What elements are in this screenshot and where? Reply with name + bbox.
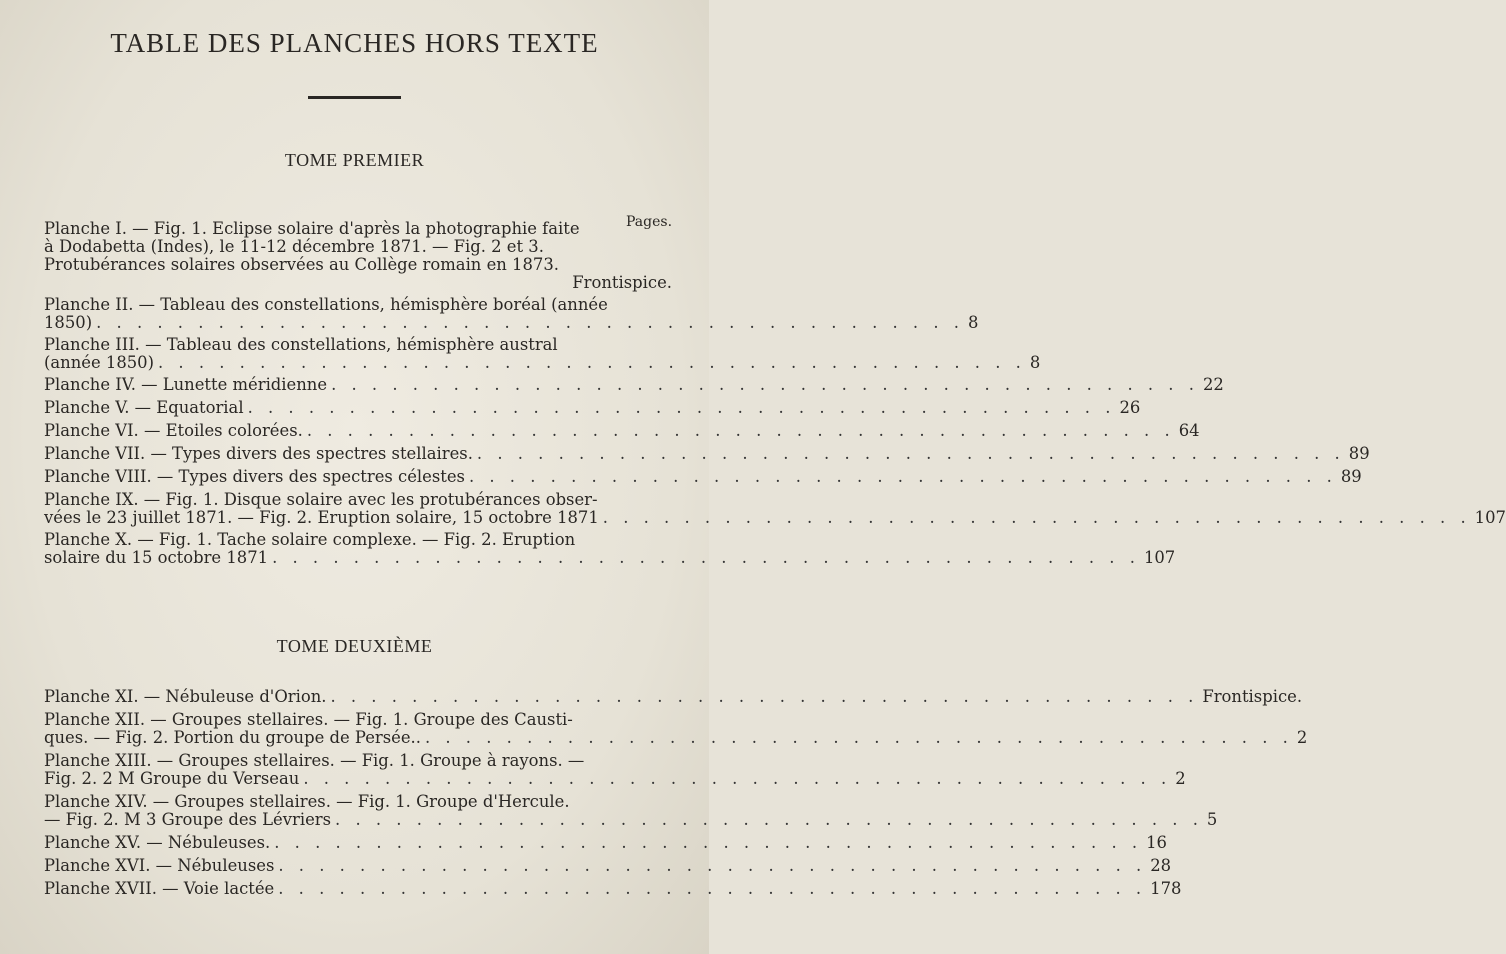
entry-label: Planche XVII. — Voie lactée — [44, 879, 275, 898]
entry-page-number: 22 — [1202, 375, 1224, 394]
entry-label: Planche VII. — Types divers des spectres stellaires. — [44, 444, 473, 463]
entry-label: 1850) — [44, 313, 93, 332]
dot-leader: . . . . . . . . . . . . . . . . . . . . . . . . . . . . . . . . . . . . . . . . . . . — [335, 810, 1203, 829]
entry-label: ques. — Fig. 2. Portion du groupe de Persée.. — [44, 728, 421, 747]
entry-page-number: 107 — [1474, 508, 1506, 527]
plate-entry — [44, 833, 1167, 852]
dot-leader: . . . . . . . . . . . . . . . . . . . . . . . . . . . . . . . . . . . . . . . . . . . — [476, 444, 1345, 463]
tome1-entry-list — [44, 219, 1506, 571]
plate-entry — [44, 490, 1506, 527]
entry-label: (année 1850) — [44, 353, 154, 372]
tome2-entry-list — [44, 687, 1308, 903]
pages-column-label: Pages. — [626, 214, 673, 230]
plate-entry — [44, 856, 1172, 875]
dot-leader: . . . . . . . . . . . . . . . . . . . . . . . . . . . . . . . . . . . . . . . . . . . — [330, 687, 1199, 706]
dot-leader: . . . . . . . . . . . . . . . . . . . . . . . . . . . . . . . . . . . . . . . . . . . — [274, 833, 1143, 852]
dot-leader: . . . . . . . . . . . . . . . . . . . . . . . . . . . . . . . . . . . . . . . . . . . — [158, 353, 1026, 372]
dot-leader: . . . . . . . . . . . . . . . . . . . . . . . . . . . . . . . . . . . . . . . . . . . — [272, 548, 1140, 567]
entry-text: Planche XII. — Groupes stellaires. — Fig. 1. Groupe des Causti- — [44, 710, 573, 729]
entry-page-number: 107 — [1143, 548, 1176, 567]
entry-label: vées le 23 juillet 1871. — Fig. 2. Eruption solaire, 15 octobre 1871 — [44, 508, 599, 527]
entry-page-number: 89 — [1348, 444, 1370, 463]
plate-entry — [44, 220, 672, 292]
entry-page-number: 5 — [1206, 810, 1218, 829]
dot-leader: . . . . . . . . . . . . . . . . . . . . . . . . . . . . . . . . . . . . . . . . . . . — [468, 467, 1337, 486]
tome1-heading: TOME PREMIER — [284, 150, 425, 170]
entry-page-number: 26 — [1119, 398, 1141, 417]
plate-entry — [44, 687, 1303, 706]
dot-leader: . . . . . . . . . . . . . . . . . . . . . . . . . . . . . . . . . . . . . . . . . . . — [306, 421, 1175, 440]
entry-page-number: Frontispice. — [1202, 687, 1303, 706]
entry-text: Planche II. — Tableau des constellations, hémisphère boréal (année — [44, 295, 608, 314]
entry-label: Planche XI. — Nébuleuse d'Orion. — [44, 687, 327, 706]
entry-text: Planche X. — Fig. 1. Tache solaire complexe. — Fig. 2. Eruption — [44, 530, 576, 549]
entry-label: solaire du 15 octobre 1871 — [44, 548, 269, 567]
plate-entry — [44, 295, 979, 332]
plate-entry — [44, 879, 1182, 898]
dot-leader: . . . . . . . . . . . . . . . . . . . . . . . . . . . . . . . . . . . . . . . . . . . — [278, 879, 1147, 898]
entry-page-number: 16 — [1146, 833, 1167, 852]
title-rule — [308, 96, 401, 99]
plate-entry — [44, 444, 1370, 463]
dot-leader: . . . . . . . . . . . . . . . . . . . . . . . . . . . . . . . . . . . . . . . . . . . — [424, 728, 1293, 747]
dot-leader: . . . . . . . . . . . . . . . . . . . . . . . . . . . . . . . . . . . . . . . . . . . — [331, 375, 1199, 394]
entry-label: Planche VIII. — Types divers des spectres célestes — [44, 467, 465, 486]
entry-label: Planche VI. — Etoiles colorées. — [44, 421, 303, 440]
plate-entry — [44, 398, 1141, 417]
entry-page-number: 8 — [967, 313, 979, 332]
dot-leader: . . . . . . . . . . . . . . . . . . . . . . . . . . . . . . . . . . . . . . . . . . . — [278, 856, 1147, 875]
dot-leader: . . . . . . . . . . . . . . . . . . . . . . . . . . . . . . . . . . . . . . . . . . . — [96, 313, 964, 332]
entry-label: Fig. 2. 2 M Groupe du Verseau — [44, 769, 300, 788]
dot-leader: . . . . . . . . . . . . . . . . . . . . . . . . . . . . . . . . . . . . . . . . . . . — [303, 769, 1172, 788]
entry-page-number: 64 — [1178, 421, 1200, 440]
entry-text: Planche III. — Tableau des constellations, hémisphère austral — [44, 335, 558, 354]
entry-page-number: 178 — [1150, 879, 1182, 898]
entry-label: Planche V. — Equatorial — [44, 398, 244, 417]
entry-page-number: 8 — [1029, 353, 1041, 372]
entry-label: Planche XV. — Nébuleuses. — [44, 833, 271, 852]
plate-entry — [44, 375, 1224, 394]
entry-text: Planche XIV. — Groupes stellaires. — Fig. 1. Groupe d'Hercule. — [44, 792, 570, 811]
entry-page-number: 89 — [1340, 467, 1362, 486]
plate-entry — [44, 530, 1176, 567]
entry-text: Planche XIII. — Groupes stellaires. — Fig. 1. Groupe à rayons. — — [44, 751, 585, 770]
dot-leader: . . . . . . . . . . . . . . . . . . . . . . . . . . . . . . . . . . . . . . . . . . . — [602, 508, 1471, 527]
entry-text: Planche I. — Fig. 1. Eclipse solaire d'après la photographie faite à Dodabetta (Indes), le 11-12 décembre 1871. — Fig. 2 et 3. Protubérances solaires observées au Collège romain en 1873. — [44, 219, 580, 274]
entry-page-number: 2 — [1175, 769, 1186, 788]
entry-page-number: 2 — [1296, 728, 1308, 747]
entry-page-number: Frontispice. — [572, 273, 672, 292]
entry-label: Planche IV. — Lunette méridienne — [44, 375, 328, 394]
entry-page-number: 28 — [1150, 856, 1172, 875]
entry-label: — Fig. 2. M 3 Groupe des Lévriers — [44, 810, 332, 829]
plate-entry — [44, 710, 1308, 747]
page-title: TABLE DES PLANCHES HORS TEXTE — [110, 28, 599, 58]
dot-leader: . . . . . . . . . . . . . . . . . . . . . . . . . . . . . . . . . . . . . . . . . . . — [247, 398, 1116, 417]
plate-entry — [44, 421, 1200, 440]
tome2-heading: TOME DEUXIÈME — [276, 636, 433, 656]
entry-text: Planche IX. — Fig. 1. Disque solaire avec les protubérances obser- — [44, 490, 598, 509]
plate-entry — [44, 467, 1362, 486]
plate-entry — [44, 792, 1218, 829]
plate-entry — [44, 335, 1041, 372]
entry-label: Planche XVI. — Nébuleuses — [44, 856, 275, 875]
plate-entry — [44, 751, 1186, 788]
